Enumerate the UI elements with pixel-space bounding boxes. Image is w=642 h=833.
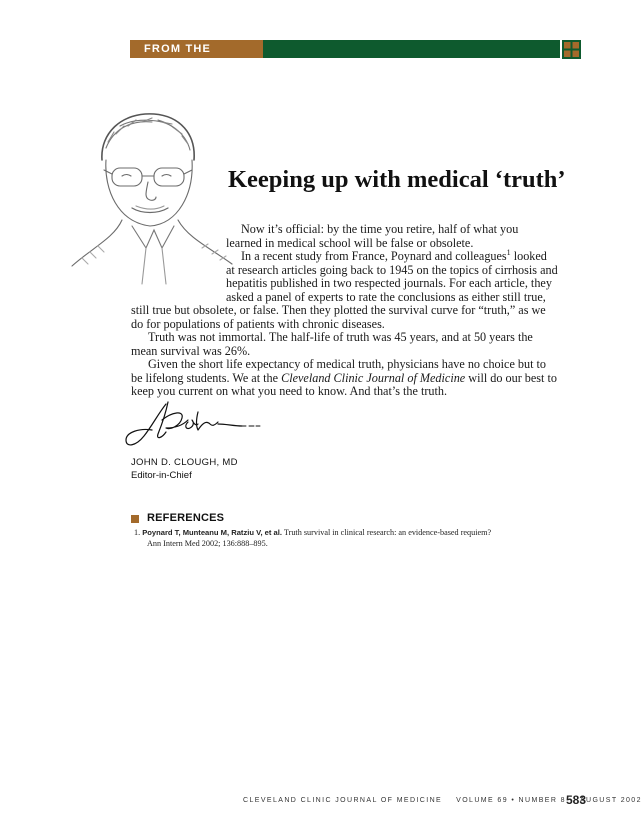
article-title: Keeping up with medical ‘truth’ — [228, 166, 566, 193]
references-heading: REFERENCES — [147, 512, 225, 524]
footer-journal: CLEVELAND CLINIC JOURNAL OF MEDICINE — [243, 797, 443, 804]
body-line: learned in medical school will be false or obsolete. — [226, 236, 474, 250]
section-label: FROM THE EDITOR — [130, 40, 263, 58]
reference-number: 1. — [134, 528, 141, 537]
editor-name: JOHN D. CLOUGH, MD — [131, 457, 238, 468]
reference-title: Truth survival in clinical research: an evidence-based requiem? — [282, 528, 492, 537]
page-number: 583 — [566, 793, 587, 807]
body-line: asked a panel of experts to rate the conclusions as either still true, — [226, 290, 546, 304]
footer-date: AUGUST 2002 — [579, 797, 642, 804]
body-text: be lifelong students. We at the — [131, 371, 282, 385]
body-line: hepatitis published in two respected journals. For each article, they — [226, 276, 552, 290]
body-text: will do our best to — [465, 371, 557, 385]
body-line: Truth was not immortal. The half-life of truth was 45 years, and at 50 years the — [148, 330, 533, 344]
editor-portrait-image — [62, 98, 242, 288]
footer-volume: VOLUME 69 • NUMBER 8 — [456, 797, 566, 804]
editor-title: Editor-in-Chief — [131, 470, 192, 481]
body-line: mean survival was 26%. — [131, 344, 251, 358]
section-header-bar — [130, 40, 560, 73]
reference-authors: Poynard T, Munteanu M, Ratziu V, et al. — [142, 528, 282, 537]
citation-superscript: 1 — [506, 247, 511, 257]
body-text: In a recent study from France, Poynard and colleagues — [241, 249, 507, 263]
journal-name-italic: Cleveland Clinic Journal of Medicine — [281, 371, 466, 385]
body-line: do for populations of patients with chronic diseases. — [131, 317, 385, 331]
body-line — [241, 249, 547, 263]
body-line: still true but obsolete, or false. Then they plotted the survival curve for “truth,” as we — [131, 303, 546, 317]
body-line: Given the short life expectancy of medical truth, physicians have no choice but to — [148, 357, 546, 371]
body-line: keep you current on what you need to know. And that’s the truth. — [131, 384, 448, 398]
journal-logo-icon — [562, 40, 581, 59]
body-line — [131, 371, 557, 385]
editor-signature-image — [122, 398, 262, 453]
reference-item — [134, 528, 491, 537]
header-band — [263, 40, 560, 58]
body-text: looked — [510, 249, 547, 263]
references-bullet — [131, 515, 139, 523]
body-line: at research articles going back to 1945 on the topics of cirrhosis and — [226, 263, 558, 277]
reference-citation: Ann Intern Med 2002; 136:888–895. — [147, 539, 268, 548]
body-line: Now it’s official: by the time you retire, half of what you — [241, 222, 519, 236]
